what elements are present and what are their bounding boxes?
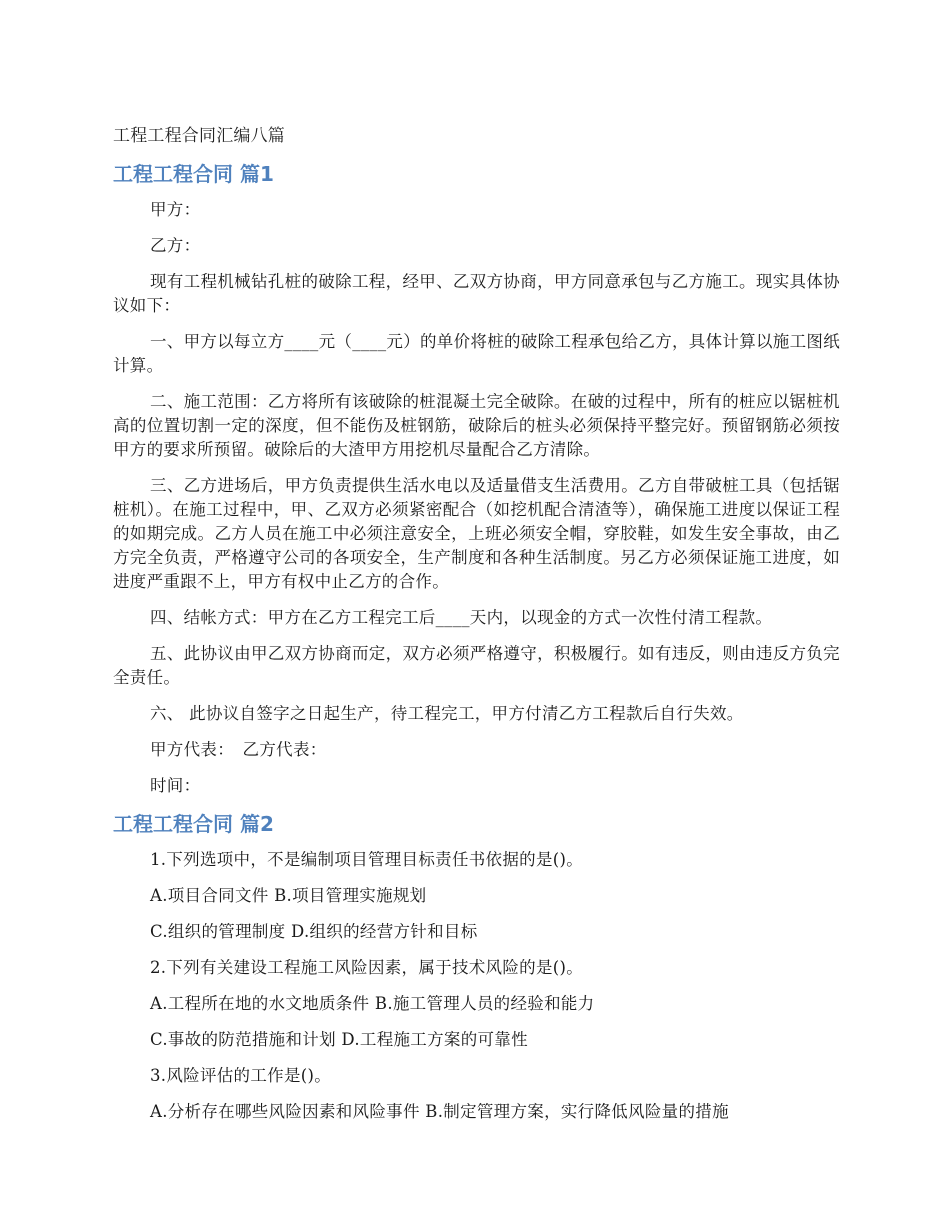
question: 1.下列选项中，不是编制项目管理目标责任书依据的是()。 — [150, 850, 584, 869]
paragraph: 二、施工范围：乙方将所有该破除的桩混凝土完全破除。在破的过程中，所有的桩应以锯桩机高的位置切割一定的深度，但不能伤及桩钢筋，破除后的桩头必须保持平整完好。预留钢筋必须按甲方的要求所预留。破除后的大渣甲方用挖机尽量配合乙方清除。 — [113, 392, 840, 459]
answer-options: A.项目合同文件 B.项目管理实施规划 — [150, 886, 427, 905]
section-heading: 工程工程合同 篇1 — [113, 162, 274, 186]
section-2 — [113, 810, 840, 1124]
paragraph: 甲方： — [150, 200, 201, 219]
question: 2.下列有关建设工程施工风险因素，属于技术风险的是()。 — [150, 958, 584, 977]
section-1 — [113, 160, 840, 798]
answer-options: C.事故的防范措施和计划 D.工程施工方案的可靠性 — [150, 1030, 528, 1049]
paragraph: 现有工程机械钻孔桩的破除工程，经甲、乙双方协商，甲方同意承包与乙方施工。现实具体协议如下： — [113, 272, 840, 315]
document-body — [113, 122, 840, 1136]
section-heading: 工程工程合同 篇2 — [113, 812, 274, 836]
paragraph: 四、结帐方式：甲方在乙方工程完工后____天内，以现金的方式一次性付清工程款。 — [150, 608, 773, 627]
question: 3.风险评估的工作是()。 — [150, 1066, 332, 1085]
date-line: 时间： — [150, 776, 201, 795]
paragraph: 乙方： — [150, 236, 201, 255]
paragraph: 三、乙方进场后，甲方负责提供生活水电以及适量借支生活费用。乙方自带破桩工具（包括锯桩机）。在施工过程中，甲、乙双方必须紧密配合（如挖机配合清渣等），确保施工进度以保证工程的如期完成。乙方人员在施工中必须注意安全，上班必须安全帽，穿胶鞋，如发生安全事故，由乙方完全负责，严格遵守公司的各项安全，生产制度和各种生活制度。另乙方必须保证施工进度，如进度严重跟不上，甲方有权中止乙方的合作。 — [113, 476, 840, 591]
answer-options: C.组织的管理制度 D.组织的经营方针和目标 — [150, 922, 478, 941]
answer-options: A.工程所在地的水文地质条件 B.施工管理人员的经验和能力 — [150, 994, 595, 1013]
signature-line: 甲方代表： 乙方代表： — [150, 740, 327, 759]
paragraph: 五、此协议由甲乙双方协商而定，双方必须严格遵守，积极履行。如有违反，则由违反方负完全责任。 — [113, 644, 840, 687]
document-title: 工程工程合同汇编八篇 — [113, 126, 285, 146]
paragraph: 六、 此协议自签字之日起生产，待工程完工，甲方付清乙方工程款后自行失效。 — [150, 704, 744, 723]
answer-options: A.分析存在哪些风险因素和风险事件 B.制定管理方案，实行降低风险量的措施 — [150, 1102, 729, 1121]
paragraph: 一、甲方以每立方____元（____元）的单价将桩的破除工程承包给乙方，具体计算以施工图纸计算。 — [113, 332, 840, 375]
